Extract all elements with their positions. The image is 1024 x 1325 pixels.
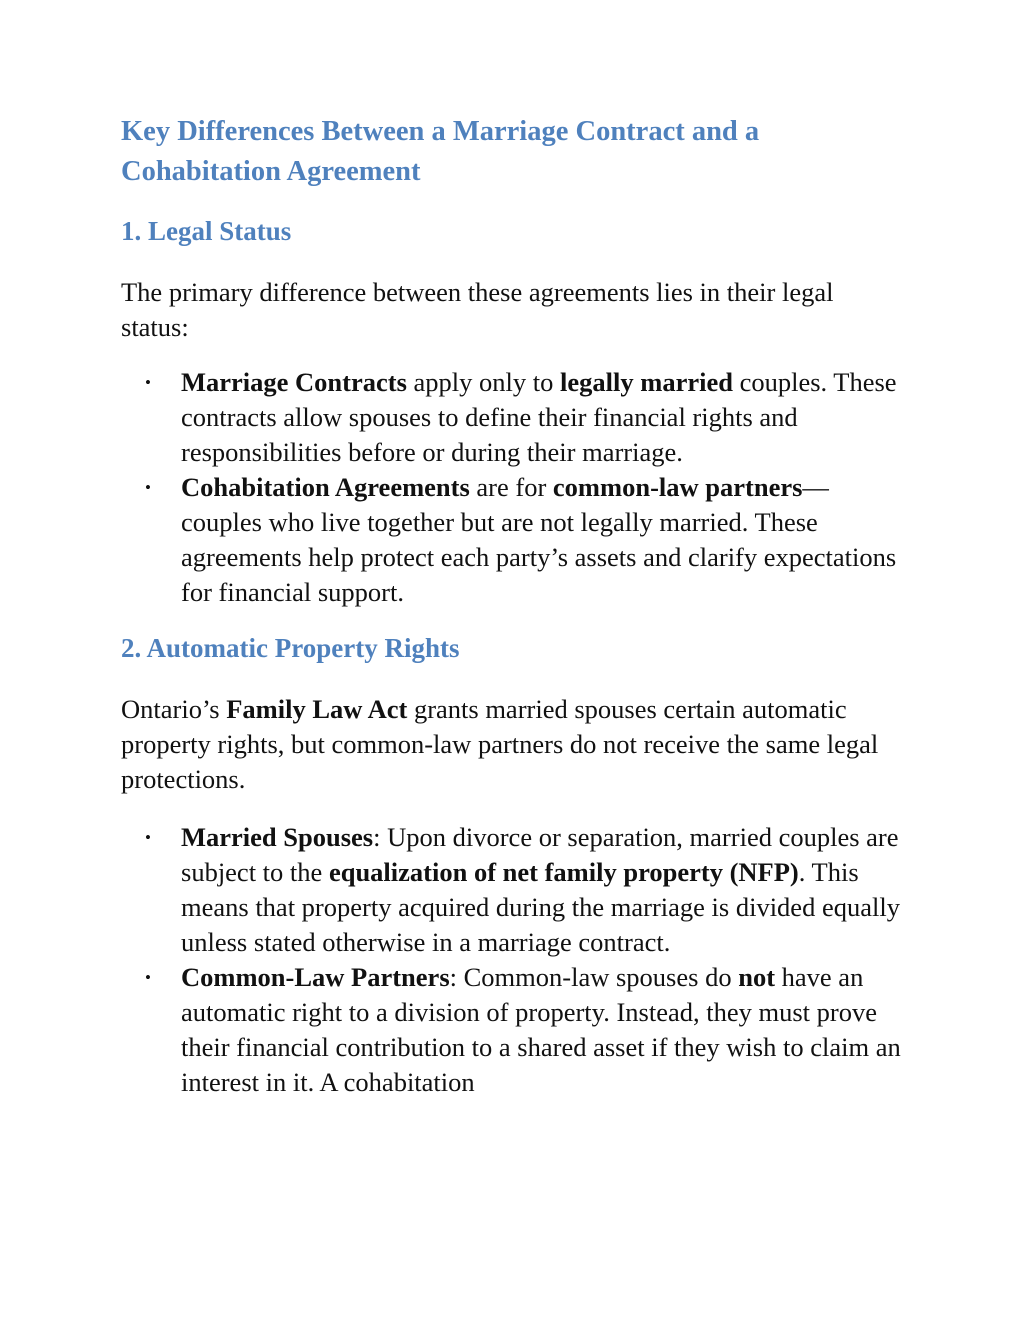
property-rights-intro <box>121 692 901 797</box>
intro-text: grants married spouses certain automatic property rights, but common-law partners do not receive the same legal protections. <box>121 694 879 794</box>
bold-term: Marriage Contracts <box>181 367 407 397</box>
bold-term: Married Spouses <box>181 822 374 852</box>
legal-status-intro: The primary difference between these agreements lies in their legal status: <box>121 277 834 342</box>
list-text: . This means that property acquired during the marriage is divided equally unless stated otherwise in a marriage contract. <box>181 857 900 957</box>
list-text: apply only to <box>406 367 561 397</box>
list-text: : Common-law spouses do <box>449 962 739 992</box>
property-rights-list <box>121 820 901 1100</box>
document-title: Key Differences Between a Marriage Contract and a Cohabitation Agreement <box>121 116 760 187</box>
list-item-cohabitation-agreements <box>181 470 901 610</box>
list-text: : Upon divorce or separation, married couples are subject to the <box>181 822 899 887</box>
document-page <box>121 112 901 1100</box>
section-heading-legal-status: 1. Legal Status <box>121 216 292 246</box>
section-heading-property-rights: 2. Automatic Property Rights <box>121 633 460 663</box>
bold-term: legally married <box>560 367 733 397</box>
bold-term: Cohabitation Agreements <box>181 472 470 502</box>
list-text: are for <box>469 472 553 502</box>
list-text: couples. These contracts allow spouses to define their financial rights and responsibilities before or during their marriage. <box>181 367 897 467</box>
list-item-common-law-partners <box>181 960 901 1100</box>
intro-text: Ontario’s <box>121 694 227 724</box>
list-text: —couples who live together but are not legally married. These agreements help protect each party’s assets and clarify expectations for financial support. <box>181 472 897 607</box>
list-text: have an automatic right to a division of property. Instead, they must prove their financial contribution to a shared asset if they wish to claim an interest in it. A cohabitation <box>181 962 901 1097</box>
list-item-married-spouses <box>181 820 901 960</box>
bold-term: not <box>738 962 776 992</box>
bold-term: equalization of net family property (NFP) <box>328 857 799 887</box>
list-item-marriage-contracts <box>181 365 901 470</box>
bold-term: common-law partners <box>552 472 803 502</box>
bold-term: Family Law Act <box>226 694 408 724</box>
legal-status-list <box>121 365 901 610</box>
bold-term: Common-Law Partners <box>181 962 450 992</box>
